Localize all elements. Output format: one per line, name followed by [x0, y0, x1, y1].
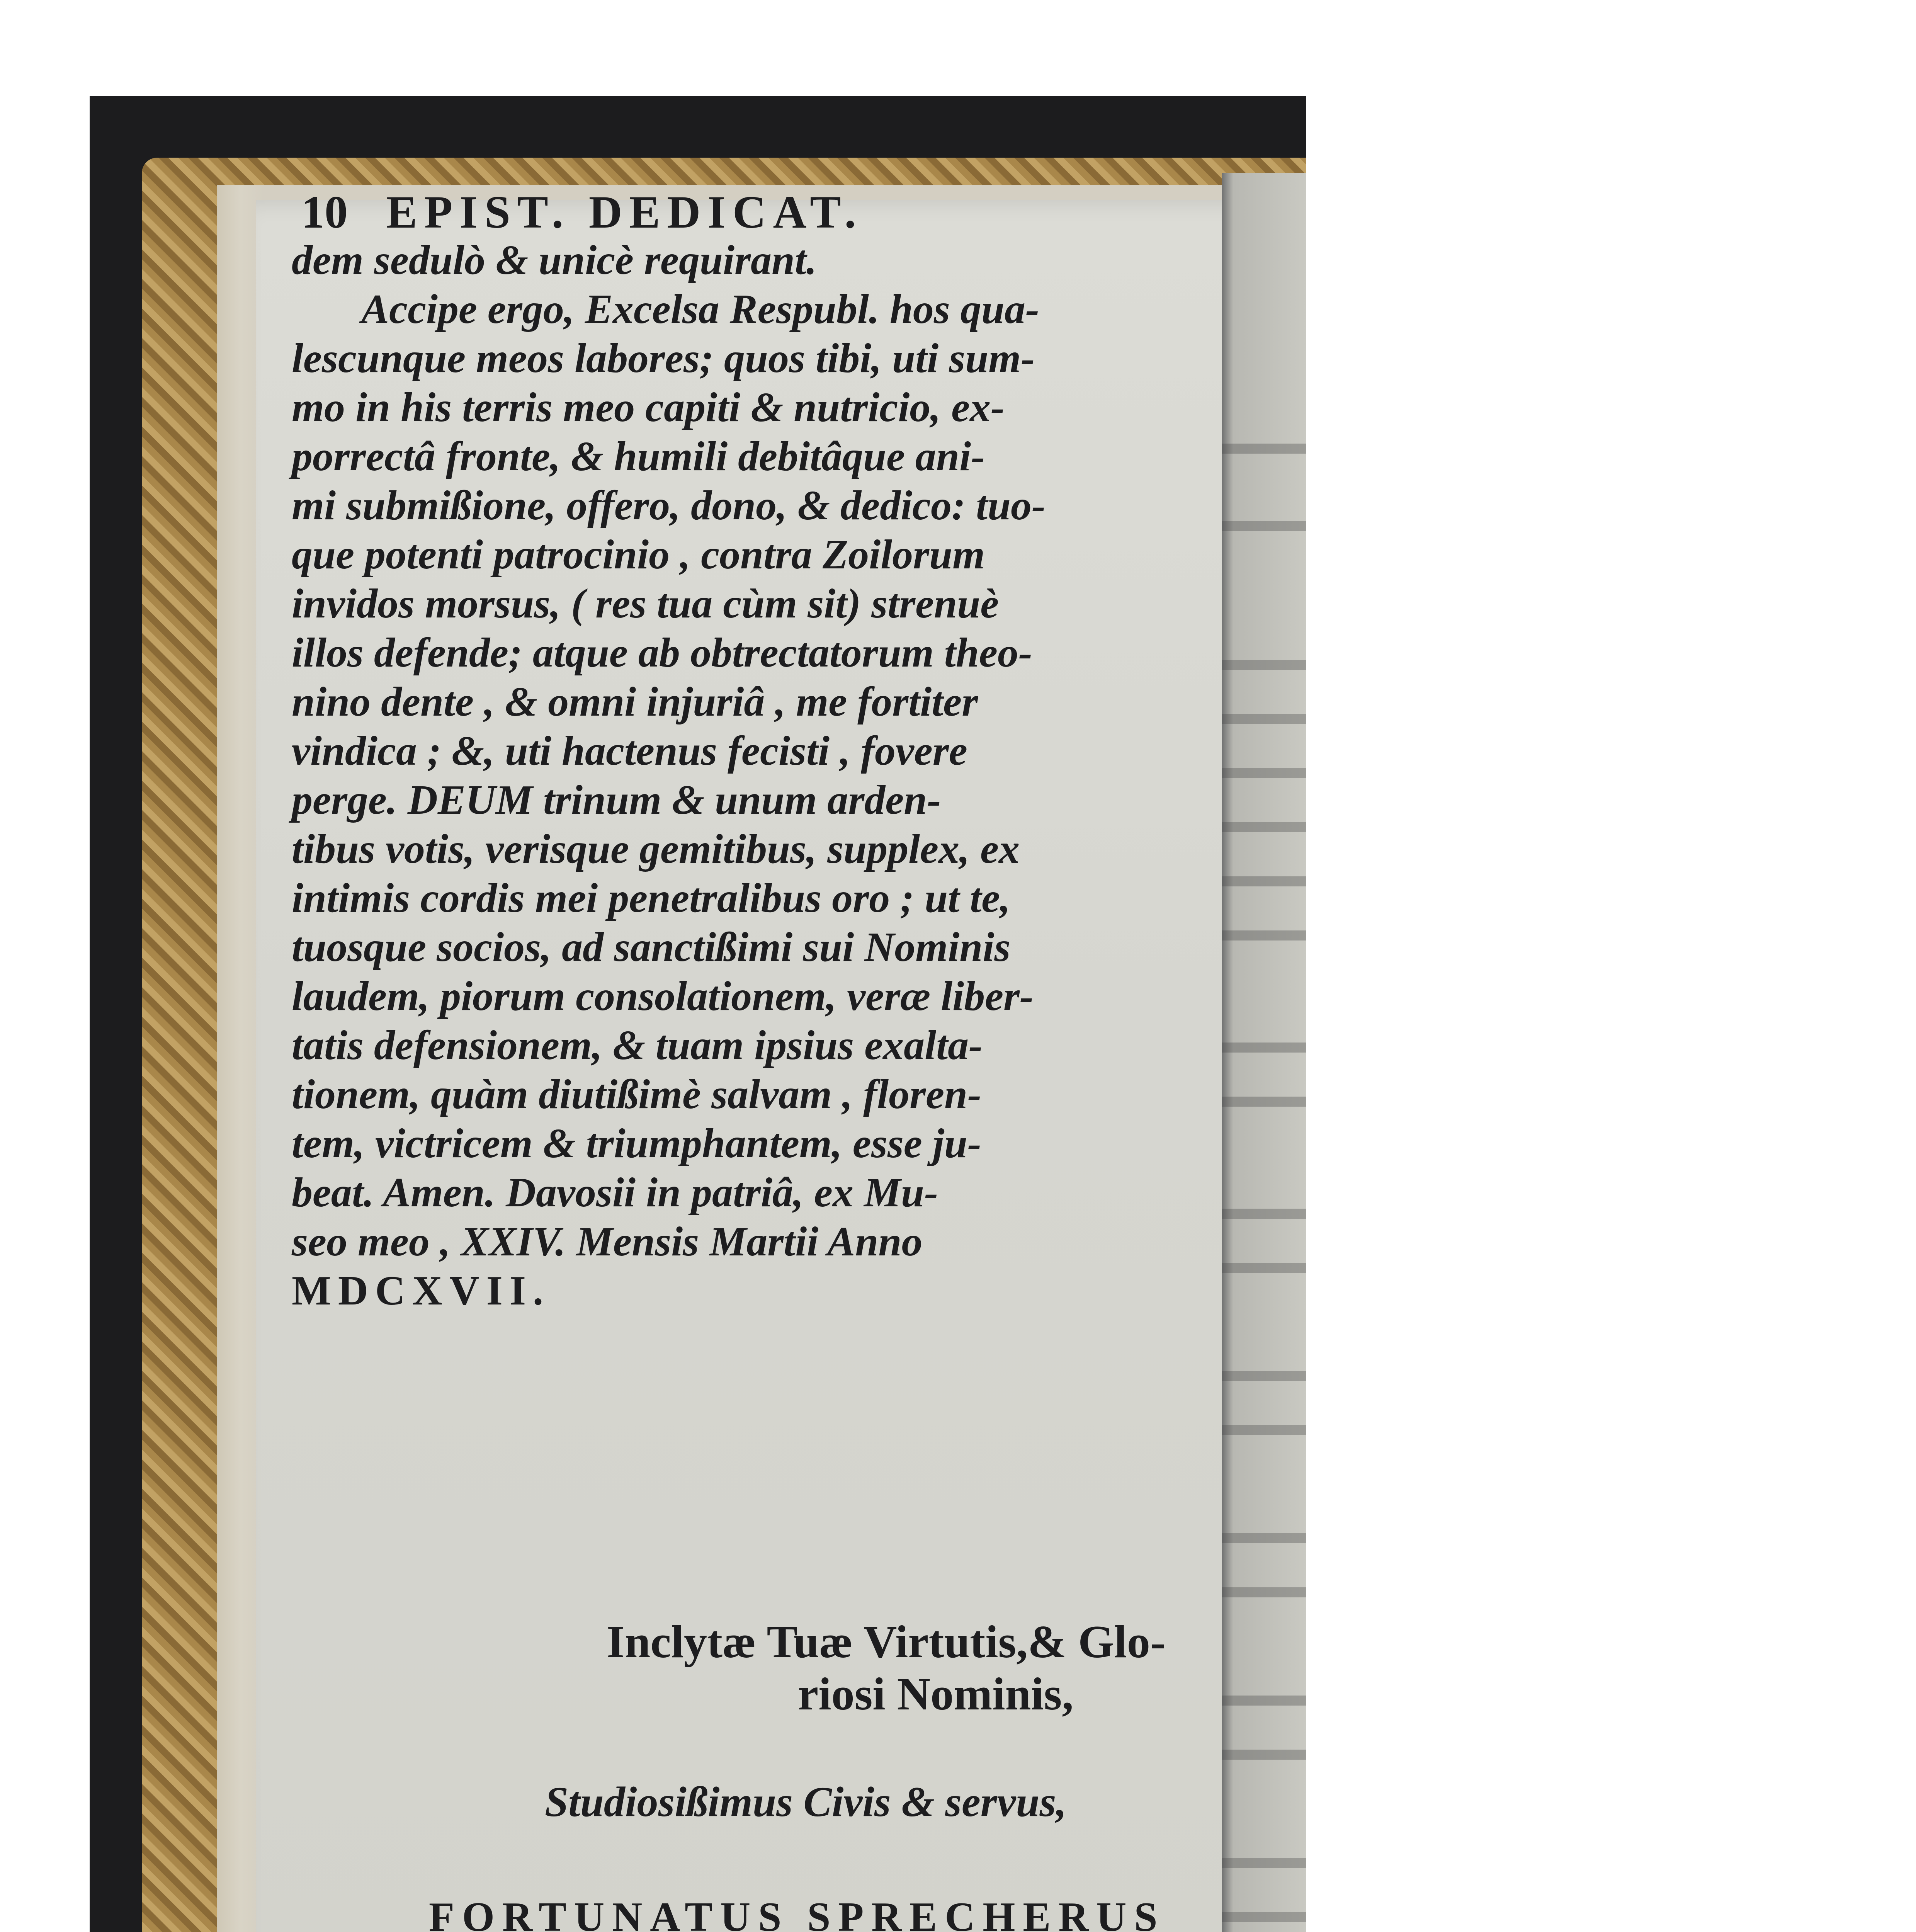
text-line: tem, victricem & triumphantem, esse ju- — [292, 1121, 981, 1167]
facing-page-text-line — [1222, 1750, 1306, 1760]
text-line: porrectâ fronte, & humili debitâque ani- — [292, 434, 985, 480]
facing-page-text-line — [1222, 822, 1306, 832]
text-line: seo meo , XXIV. Mensis Martii Anno — [292, 1219, 923, 1265]
closing-signoff: Studiosißimus Civis & servus, — [545, 1778, 1067, 1825]
facing-page-text-line — [1222, 521, 1306, 531]
facing-page-text-line — [1222, 1263, 1306, 1273]
text-line: laudem, piorum consolationem, veræ liber- — [292, 973, 1034, 1019]
facing-page-text-line — [1222, 1533, 1306, 1543]
facing-page-text-line — [1222, 1097, 1306, 1107]
text-line: lescunque meos labores; quos tibi, uti sum- — [292, 335, 1035, 381]
text-line: tibus votis, verisque gemitibus, supplex, ex — [292, 826, 1020, 872]
running-title: EPIST. DEDICAT. — [386, 186, 863, 238]
text-line: beat. Amen. Davosii in patriâ, ex Mu- — [292, 1170, 938, 1216]
facing-page-text-line — [1222, 768, 1306, 778]
closing-salutation-line-1: Inclytæ Tuæ Virtutis,& Glo- — [607, 1616, 1166, 1667]
text-line: MDCXVII. — [292, 1268, 550, 1314]
text-line: nino dente , & omni injuriâ , me fortiter — [292, 679, 978, 725]
facing-page-text-line — [1222, 1209, 1306, 1219]
facing-page-text-line — [1222, 1371, 1306, 1381]
signature-name: FORTUNATUS SPRECHERUS — [429, 1894, 1165, 1932]
text-line: tuosque socios, ad sanctißimi sui Nominis — [292, 924, 1011, 970]
facing-page-text-line — [1222, 1912, 1306, 1922]
text-line: Accipe ergo, Excelsa Respubl. hos qua- — [361, 286, 1039, 332]
facing-page-text-line — [1222, 1425, 1306, 1435]
text-line: invidos morsus, ( res tua cùm sit) strenuè — [292, 581, 999, 627]
facing-page-strip — [1222, 173, 1306, 1932]
facing-page-text-line — [1222, 1587, 1306, 1597]
text-line: que potenti patrocinio , contra Zoilorum — [292, 532, 985, 578]
text-line: dem sedulò & unicè requirant. — [292, 237, 817, 283]
closing-salutation-line-2: riosi Nominis, — [798, 1668, 1074, 1719]
facing-page-text-line — [1222, 660, 1306, 670]
text-line: tatis defensionem, & tuam ipsius exalta- — [292, 1022, 983, 1068]
text-line: intimis cordis mei penetralibus oro ; ut te, — [292, 875, 1011, 921]
text-line: tionem, quàm diutißimè salvam , floren- — [292, 1071, 982, 1117]
facing-page-text-line — [1222, 1858, 1306, 1868]
facing-page-text-line — [1222, 714, 1306, 724]
text-line: mi submißione, offero, dono, & dedico: tuo- — [292, 483, 1046, 529]
text-line: perge. DEUM trinum & unum arden- — [292, 777, 941, 823]
running-head — [301, 185, 863, 239]
facing-page-text-line — [1222, 1696, 1306, 1706]
text-line: illos defende; atque ab obtrectatorum theo- — [292, 630, 1032, 676]
facing-page-text-line — [1222, 876, 1306, 886]
text-line: vindica ; &, uti hactenus fecisti , fovere — [292, 728, 967, 774]
facing-page-text-line — [1222, 1043, 1306, 1053]
page-number: 10 — [301, 186, 348, 238]
dedication-text — [292, 236, 1046, 1315]
facing-page-text-line — [1222, 930, 1306, 940]
text-line: mo in his terris meo capiti & nutricio, ex- — [292, 384, 1005, 430]
facing-page-text-line — [1222, 444, 1306, 454]
